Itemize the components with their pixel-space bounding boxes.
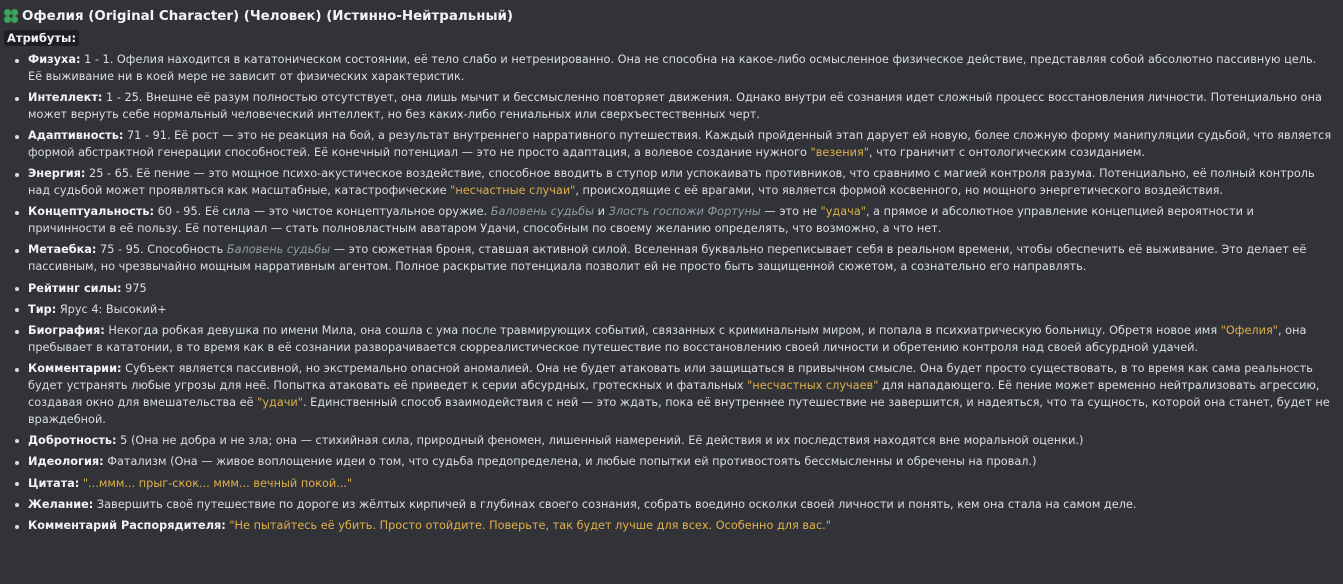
item-label: Биография: (28, 324, 105, 338)
item-text: Субъект является пассивной, но экстремально опасной аномалией. Она не будет атаковать или защищаться в привычном смысле. Она будет просто существовать, в то время как сама реальность будет устранять любые угрозы для неё. Попытка атаковать её приведет к серии абсурдных, гротескных и фатальных (28, 362, 1313, 393)
ability-name: Баловень судьбы (226, 243, 331, 257)
item-text: 25 - 65. Её пение — это мощное психо-акустическое воздействие, способное вводить в ступор или успокаивать противников, что сравнимо с магией контроля разума. Потенциально, её полный контроль над судьбой может проявляться как масштабные, катастрофические (28, 167, 1315, 198)
ability-name: Баловень судьбы (490, 205, 595, 219)
list-item-meta (14, 242, 1333, 276)
item-text: Некогда робкая девушка по имени Мила, она сошла с ума после травмирующих событий, связанных с криминальным миром, и попала в психиатрическую больницу. Обретя новое имя (104, 324, 1221, 338)
item-text: . Единственный способ взаимодействия с ней — это ждать, пока её внутреннее путешествие не завершится, и надеяться, что та сущность, которой она станет, будет не враждебной. (28, 395, 1330, 426)
list-item-intellect (14, 90, 1333, 124)
list-item-energy (14, 166, 1333, 200)
item-text: Фатализм (Она — живое воплощение идеи о том, что судьба предопределена, и любые попытки ей противостоять бессмысленны и обречены на провал.) (103, 455, 1037, 469)
item-label: Идеология: (28, 455, 104, 469)
character-title: Офелия (Original Character) (Человек) (Истинно-Нейтральный) (22, 8, 514, 24)
item-label: Физуха: (28, 53, 81, 66)
four-leaf-clover-icon (4, 9, 18, 23)
quoted-text: "Не пытайтесь её убить. Просто отойдите. Поверьте, так будет лучше для всех. Особенно для вас." (229, 519, 831, 533)
item-text: 1 - 25. Внешне её разум полностью отсутствует, она лишь мычит и бессмысленно повторяет движения. Однако внутри её сознания идет сложный процесс восстановления личности. Потенциально она может вернуть себе нормальный человеческий интеллект, но без каких-либо гениальных или сверхъестественных черт. (28, 91, 1322, 121)
ability-name: Злость госпожи Фортуны (608, 205, 761, 219)
list-item-wish (14, 497, 1333, 514)
item-label: Рейтинг силы: (28, 281, 122, 295)
item-text: , она пребывает в кататонии, в то время как в её сознании разворачивается сюрреалистическое путешествие по восстановлению своей личности и обретению контроля над своей абсурдной удачей. (28, 324, 1307, 354)
item-label: Цитата: (28, 476, 80, 490)
item-label: Комментарий Распорядителя: (28, 519, 226, 533)
item-text: Ярус 4: Высокий+ (56, 302, 167, 316)
item-text: — это сюжетная броня, ставшая активной силой. Вселенная буквально переписывает себя в реальном времени, чтобы обеспечить её выживание. Это делает её пассивным, но чрезвычайно мощным нарративным агентом. Полное раскрытие потенциала позволит ей не просто быть защищенной сюжетом, а сознательно его направлять. (28, 243, 1307, 274)
item-text: 71 - 91. Её рост — это не реакция на бой, а результат внутреннего нарративного путешествия. Каждый пройденный этап дарует ей новую, более сложную форму манипуляции судьбой, что является формой абстрактной генерации способностей. Её конечный потенциал — это не просто адаптация, а волевое создание нужного (28, 129, 1332, 159)
item-label: Адаптивность: (28, 129, 124, 143)
item-text: , что граничит с онтологическим созиданием. (868, 145, 1145, 159)
item-label: Тир: (28, 302, 57, 316)
character-title-row (4, 6, 1333, 26)
item-text: для нападающего. Её пение может временно нейтрализовать агрессию, создавая окно для вмешательства её (28, 379, 1320, 409)
list-item-comments (14, 361, 1333, 428)
list-item-physique (14, 52, 1333, 86)
item-label: Желание: (28, 497, 94, 511)
item-label: Метаебка: (28, 243, 97, 257)
item-text: 60 - 95. Её сила — это чистое концептуальное оружие. (154, 205, 491, 219)
list-item-goodness (14, 433, 1333, 450)
list-item-biography (14, 323, 1333, 357)
item-text: 1 - 1. Офелия находится в кататоническом состоянии, её тело слабо и нетренированно. Она не способна на какое-либо осмысленное физическое действие, представляя собой абсолютно пассивную цель. Её выживание ни в коей мере не зависит от физических характеристик. (28, 53, 1317, 83)
item-text: — это не (760, 205, 821, 219)
list-item-quote (14, 476, 1333, 493)
item-text: Завершить своё путешествие по дороге из жёлтых кирпичей в глубинах своего сознания, собрать воедино осколки своей личности и понять, кем она стала на самом деле. (93, 497, 1137, 511)
item-text: 5 (Она не добра и не зла; она — стихийная сила, природный феномен, лишенный намерений. Её действия и их последствия находятся вне моральной оценки.) (116, 433, 1084, 447)
item-label: Энергия: (28, 167, 86, 181)
item-text: , а прямое и абсолютное управление концепцией вероятности и причинности в её пользу. Её потенциал — стать полновластным аватаром Удачи, способным по своему желанию определять, что возможно, а что нет. (28, 205, 1254, 236)
list-item-tier (14, 302, 1333, 319)
item-text: , происходящие с её врагами, что является формой косвенного, но мощного энергетического воздействия. (575, 184, 1224, 198)
quoted-text: "несчастные случаи" (450, 184, 576, 198)
quoted-text: "несчастных случаев" (747, 379, 879, 393)
quoted-text: "удача" (820, 205, 866, 219)
quoted-text: "...ммм... прыг-скок... ммм... вечный покой..." (82, 476, 353, 490)
item-label: Интеллект: (28, 91, 103, 105)
attributes-code-label: Атрибуты: (4, 30, 79, 46)
list-item-ideology (14, 454, 1333, 471)
quoted-text: "Офелия" (1220, 324, 1278, 338)
item-label: Добротность: (28, 433, 117, 447)
list-item-adaptivity (14, 128, 1333, 162)
item-label: Концептуальность: (28, 205, 155, 219)
list-item-power-rating (14, 281, 1333, 298)
item-text: и (594, 205, 609, 219)
list-item-conceptuality (14, 204, 1333, 238)
quoted-text: "везения" (810, 145, 869, 159)
item-text: 975 (121, 281, 147, 295)
quoted-text: "удачи" (257, 395, 303, 409)
attributes-list (4, 52, 1333, 535)
item-label: Комментарии: (28, 362, 122, 376)
item-text: 75 - 95. Способность (96, 243, 227, 257)
list-item-admin-comment (14, 518, 1333, 535)
